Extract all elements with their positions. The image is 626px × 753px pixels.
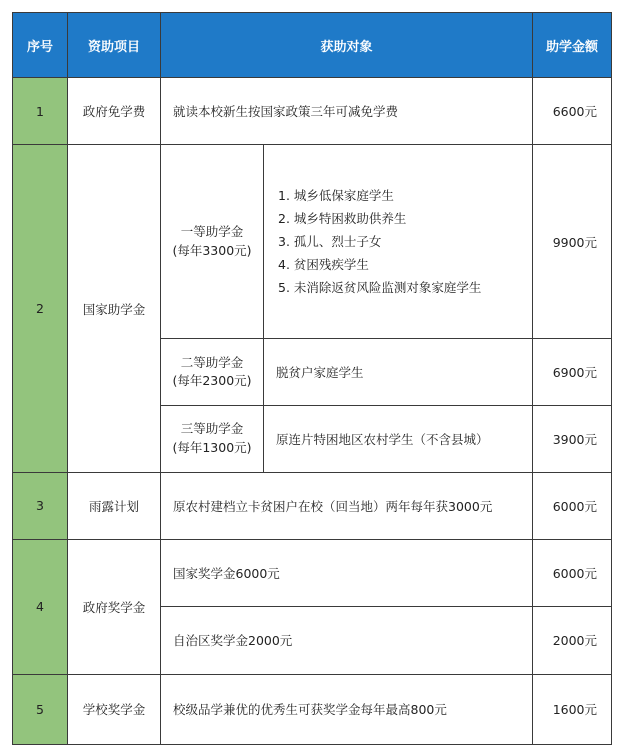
row-project: 政府免学费 — [68, 78, 161, 145]
list-item: 1. 城乡低保家庭学生 — [278, 188, 394, 204]
list-item: 4. 贫困残疾学生 — [278, 257, 369, 273]
row-project: 学校奖学金 — [68, 674, 161, 744]
row-seq: 2 — [13, 145, 68, 472]
subsidy-yearly: (每年3300元) — [172, 242, 252, 258]
subsidy-yearly: (每年2300元) — [172, 373, 252, 389]
subsidy-name: 一等助学金 — [180, 223, 244, 239]
header-project: 资助项目 — [68, 13, 161, 78]
list-item: 2. 城乡特困救助供养生 — [278, 211, 407, 227]
row-project: 政府奖学金 — [68, 540, 161, 675]
table-row — [13, 78, 612, 145]
table-row — [13, 145, 612, 339]
row-amount: 1600元 — [533, 674, 612, 744]
row-target: 国家奖学金6000元 — [161, 540, 533, 607]
subsidy-yearly: (每年1300元) — [172, 440, 252, 456]
table-row — [13, 674, 612, 744]
header-target: 获助对象 — [161, 13, 533, 78]
subsidy-name: 三等助学金 — [180, 421, 244, 437]
row-amount: 9900元 — [533, 145, 612, 339]
row-project: 雨露计划 — [68, 472, 161, 539]
list-item: 3. 孤儿、烈士子女 — [278, 234, 382, 250]
row-target: 脱贫户家庭学生 — [264, 339, 533, 406]
row-seq: 5 — [13, 674, 68, 744]
row-amount: 3900元 — [533, 406, 612, 472]
header-seq: 序号 — [13, 13, 68, 78]
subsidy-name: 二等助学金 — [180, 354, 244, 370]
row-target: 原农村建档立卡贫困户在校（回当地）两年每年获3000元 — [161, 472, 533, 539]
table-row — [13, 540, 612, 607]
row-seq: 4 — [13, 540, 68, 675]
row-target: 自治区奖学金2000元 — [161, 607, 533, 674]
row-amount: 6000元 — [533, 540, 612, 607]
row-target: 校级品学兼优的优秀生可获奖学金每年最高800元 — [161, 674, 533, 744]
row-target: 就读本校新生按国家政策三年可减免学费 — [161, 78, 533, 145]
eligibility-list-cell — [264, 145, 533, 339]
row-amount: 2000元 — [533, 607, 612, 674]
row-target: 原连片特困地区农村学生（不含县城） — [264, 406, 533, 472]
row-seq: 1 — [13, 78, 68, 145]
list-item: 5. 未消除返贫风险监测对象家庭学生 — [278, 280, 482, 296]
header-row — [13, 13, 612, 78]
subsidy-level-3 — [161, 406, 264, 472]
row-project: 国家助学金 — [68, 145, 161, 472]
funding-table — [12, 12, 612, 745]
subsidy-level-2 — [161, 339, 264, 406]
table-row — [13, 472, 612, 539]
row-amount: 6000元 — [533, 472, 612, 539]
subsidy-level-1 — [161, 145, 264, 339]
row-amount: 6600元 — [533, 78, 612, 145]
eligibility-list — [264, 184, 532, 299]
header-amount: 助学金额 — [533, 13, 612, 78]
row-seq: 3 — [13, 472, 68, 539]
row-amount: 6900元 — [533, 339, 612, 406]
